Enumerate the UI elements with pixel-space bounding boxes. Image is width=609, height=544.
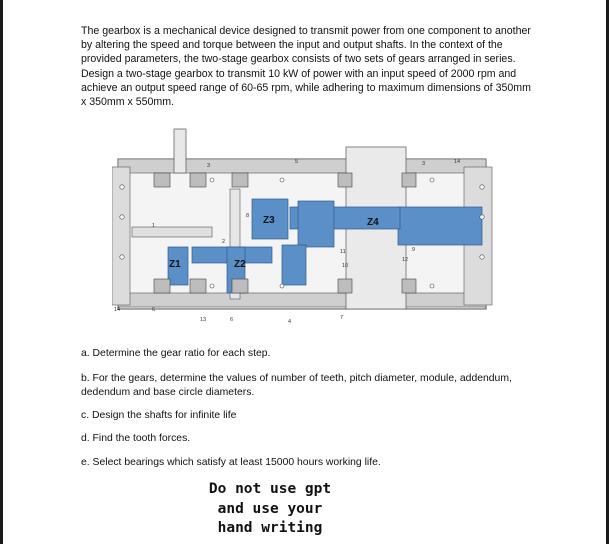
question-item: d. Find the tooth forces. [81, 433, 191, 444]
part-number: 14 [114, 307, 121, 313]
part-number: 11 [340, 249, 346, 255]
part-number: 6 [152, 307, 156, 313]
part-number: 13 [200, 317, 207, 323]
part-number: 7 [340, 315, 344, 321]
housing-top-wall [118, 159, 486, 173]
gearbox-diagram [112, 127, 500, 327]
part-number: 2 [222, 239, 226, 245]
part-number: 4 [288, 319, 292, 325]
question-item: e. Select bearings which satisfy at least 15000 hours working life. [81, 457, 381, 468]
part-number: 5 [295, 159, 299, 165]
part-number: 9 [412, 247, 416, 253]
note-line: Do not use gpt [208, 481, 332, 497]
question-item: a. Determine the gear ratio for each step. [81, 348, 271, 359]
input-shaft [132, 227, 212, 237]
gear-label-z2: Z2 [234, 259, 246, 270]
part-number: 6 [230, 317, 234, 323]
part-number: 3 [422, 161, 426, 167]
question-item: b. For the gears, determine the values of number of teeth, pitch diameter, module, addendum, dedendum and base circle diameters. [81, 373, 512, 398]
gear-z4-hub [282, 245, 306, 285]
part-number: 14 [454, 159, 461, 165]
left-frame-border [0, 0, 3, 544]
input-shaft-vertical [174, 129, 186, 173]
part-number: 8 [246, 213, 250, 219]
part-number: 12 [402, 257, 409, 263]
handwriting-note [200, 480, 340, 539]
note-line: hand writing [217, 520, 323, 536]
gear-z4-rim [298, 201, 334, 247]
problem-statement: The gearbox is a mechanical device designed to transmit power from one component to another by altering the speed and torque between the input and output shafts. In the context of the provided parameters, the two-stage gearbox consists of two sets of gears arranged in series. Design a two-stage gearbox to transmit 10 kW of power with an input speed of 2000 rpm and achieve an output speed range of 60-65 rpm, while adhering to maximum dimensions of 350mm x 350mm x 550mm. [81, 25, 531, 109]
housing-bottom-wall [118, 293, 486, 307]
question-item: c. Design the shafts for infinite life [81, 410, 237, 421]
gear-label-z3: Z3 [263, 215, 275, 226]
note-line: and use your [217, 500, 323, 517]
part-number: 10 [342, 263, 349, 269]
gear-label-z1: Z1 [169, 259, 181, 270]
part-number: 1 [152, 223, 156, 229]
output-shaft-right [398, 207, 482, 245]
part-number: 3 [207, 163, 211, 169]
gear-label-z4: Z4 [367, 217, 379, 228]
